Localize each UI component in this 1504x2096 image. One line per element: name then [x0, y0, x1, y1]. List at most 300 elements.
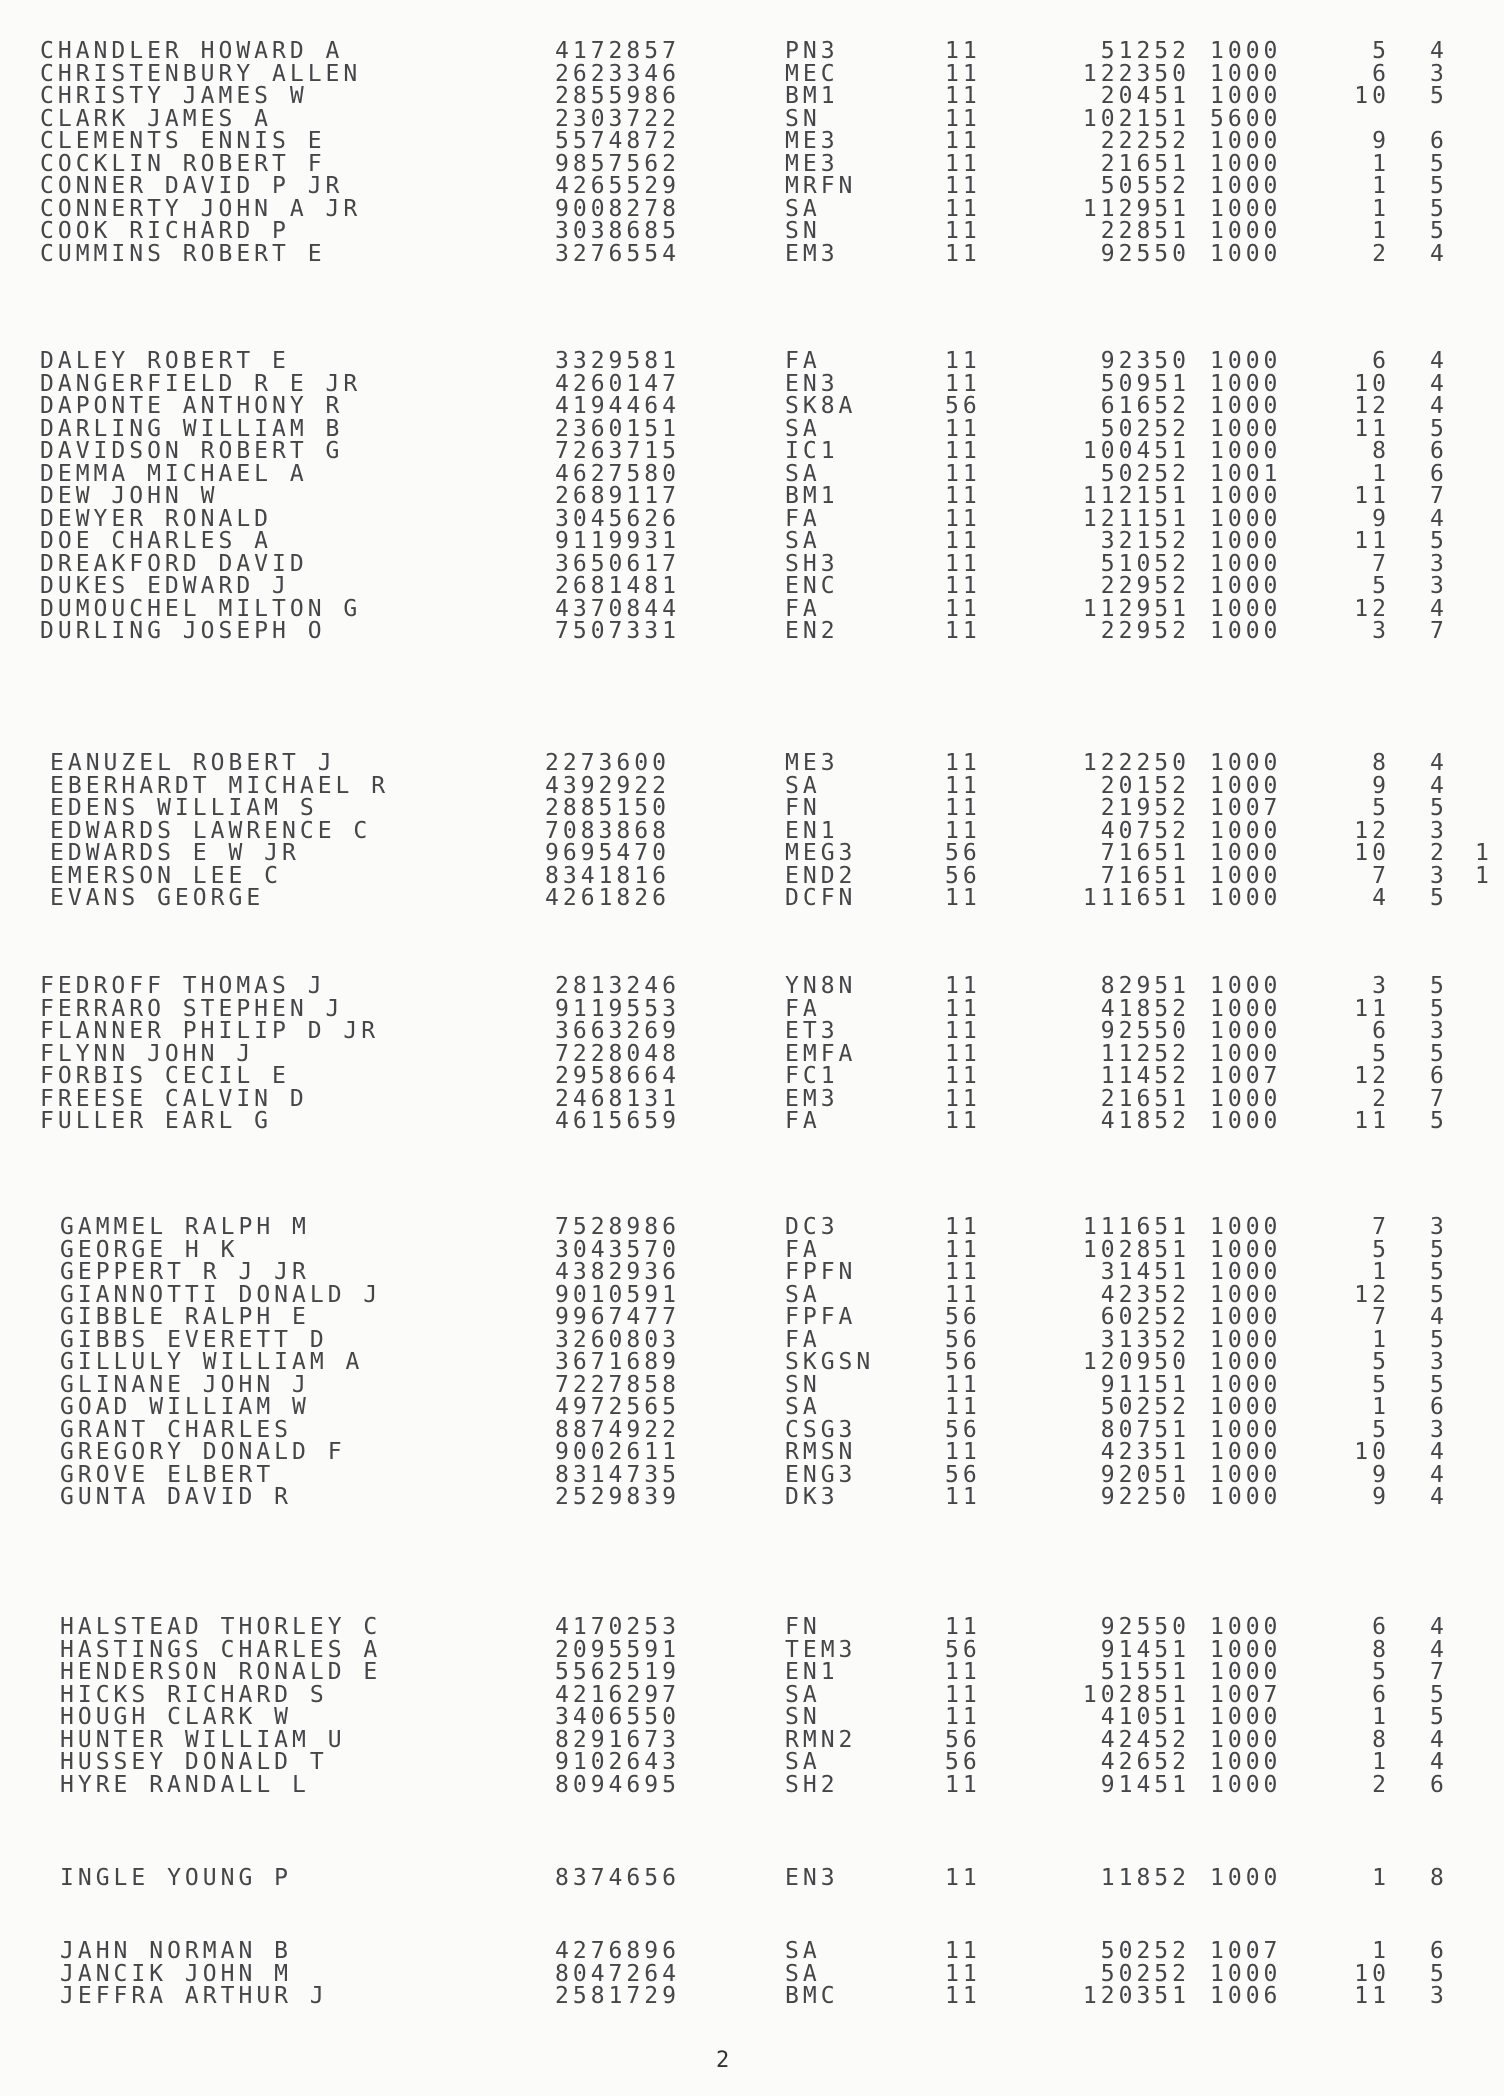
rate-code: SK8A [785, 393, 857, 419]
count-b: 5 [1430, 1681, 1448, 1708]
rate-code: DK3 [785, 1484, 839, 1510]
count-a: 7 [1372, 550, 1390, 577]
rate-code: SA [785, 415, 821, 442]
sailor-name: GIANNOTTI DONALD J [60, 1281, 382, 1308]
roster-row [0, 485, 1504, 508]
roster-row [0, 240, 1504, 267]
status-code: 1000 [1210, 415, 1282, 442]
service-number: 2885150 [545, 795, 670, 821]
roster-row [0, 1020, 1504, 1043]
roster-group-d [0, 350, 1504, 643]
rate-code: MEG3 [785, 840, 857, 866]
count-b: 4 [1430, 240, 1448, 267]
rate-code: ENC [785, 573, 839, 599]
service-number: 3671689 [555, 1349, 680, 1375]
duty-code: 11 [945, 750, 981, 776]
status-code: 1000 [1210, 1439, 1282, 1465]
service-number: 3038685 [555, 218, 680, 244]
count-b: 4 [1430, 595, 1448, 622]
duty-code: 11 [945, 1085, 981, 1112]
sailor-name: CLEMENTS ENNIS E [40, 128, 326, 154]
date-value: 112951 [1082, 195, 1190, 222]
date-value: 50252 [1100, 460, 1190, 487]
sailor-name: CHRISTY JAMES W [40, 83, 308, 109]
count-a: 3 [1372, 618, 1390, 644]
duty-code: 11 [945, 795, 981, 821]
rate-code: EN3 [785, 1865, 839, 1891]
rate-code: SA [785, 460, 821, 487]
service-number: 2681481 [555, 573, 680, 599]
count-b: 4 [1430, 750, 1448, 776]
sailor-name: GEPPERT R J JR [60, 1259, 310, 1285]
rate-code: SKGSN [785, 1349, 875, 1375]
status-code: 1000 [1210, 618, 1282, 644]
sailor-name: GIBBLE RALPH E [60, 1304, 310, 1330]
duty-code: 56 [945, 1636, 981, 1663]
duty-code: 11 [945, 1484, 981, 1510]
count-a: 7 [1372, 862, 1390, 889]
rate-code: MEC [785, 60, 839, 87]
roster-row [0, 550, 1504, 577]
roster-row [0, 1751, 1504, 1774]
service-number: 4216297 [555, 1681, 680, 1708]
duty-code: 56 [945, 1349, 981, 1375]
date-value: 60252 [1100, 1304, 1190, 1330]
count-b: 5 [1430, 1281, 1448, 1308]
count-a: 11 [1354, 528, 1390, 554]
count-a: 5 [1372, 1416, 1390, 1443]
date-value: 21651 [1100, 150, 1190, 177]
rate-code: FA [785, 1236, 821, 1263]
roster-row [0, 220, 1504, 243]
rate-code: FPFN [785, 1259, 857, 1285]
count-a: 1 [1372, 218, 1390, 244]
duty-code: 11 [945, 1394, 981, 1420]
service-number: 9695470 [545, 840, 670, 866]
count-a: 2 [1372, 1771, 1390, 1798]
count-a: 12 [1354, 817, 1390, 844]
status-code: 1000 [1210, 772, 1282, 799]
service-number: 9857562 [555, 150, 680, 177]
roster-row [0, 440, 1504, 463]
service-number: 2303722 [555, 105, 680, 132]
date-value: 21952 [1100, 795, 1190, 821]
sailor-name: GUNTA DAVID R [60, 1484, 293, 1510]
count-a: 8 [1372, 438, 1390, 464]
service-number: 2689117 [555, 483, 680, 509]
roster-row [0, 1616, 1504, 1639]
roster-row [0, 530, 1504, 553]
roster-row [0, 1085, 1504, 1112]
sailor-name: JEFFRA ARTHUR J [60, 1983, 328, 2009]
count-a: 12 [1354, 393, 1390, 419]
roster-group-c [0, 40, 1504, 265]
status-code: 1000 [1210, 1304, 1282, 1330]
sailor-name: CLARK JAMES A [40, 105, 273, 132]
rate-code: SA [785, 1681, 821, 1708]
count-b: 5 [1430, 415, 1448, 442]
sailor-name: DREAKFORD DAVID [40, 550, 308, 577]
sailor-name: DARLING WILLIAM B [40, 415, 344, 442]
roster-group-f [0, 975, 1504, 1133]
sailor-name: GRANT CHARLES [60, 1416, 293, 1443]
rate-code: FC1 [785, 1063, 839, 1089]
status-code: 1000 [1210, 840, 1282, 866]
sailor-name: FEDROFF THOMAS J [40, 973, 326, 999]
roster-row [0, 1985, 1504, 2008]
count-a: 5 [1372, 573, 1390, 599]
duty-code: 11 [945, 173, 981, 199]
status-code: 1000 [1210, 1865, 1282, 1891]
roster-row [0, 887, 1504, 910]
count-b: 7 [1430, 483, 1448, 509]
sailor-name: DAVIDSON ROBERT G [40, 438, 344, 464]
count-a: 9 [1372, 128, 1390, 154]
status-code: 1000 [1210, 240, 1282, 267]
sailor-name: DUKES EDWARD J [40, 573, 290, 599]
sailor-name: DAPONTE ANTHONY R [40, 393, 344, 419]
status-code: 1000 [1210, 195, 1282, 222]
duty-code: 11 [945, 415, 981, 442]
sailor-name: HYRE RANDALL L [60, 1771, 310, 1798]
service-number: 4972565 [555, 1394, 680, 1420]
status-code: 1000 [1210, 995, 1282, 1022]
date-value: 31352 [1100, 1326, 1190, 1353]
sailor-name: FERRARO STEPHEN J [40, 995, 344, 1022]
roster-row [0, 1960, 1504, 1987]
count-a: 1 [1372, 1394, 1390, 1420]
rate-code: SA [785, 772, 821, 799]
sailor-name: GOAD WILLIAM W [60, 1394, 310, 1420]
count-b: 4 [1430, 1484, 1448, 1510]
date-value: 42652 [1100, 1749, 1190, 1775]
date-value: 102851 [1082, 1681, 1190, 1708]
duty-code: 11 [945, 150, 981, 177]
rate-code: RMN2 [785, 1726, 857, 1753]
status-code: 1000 [1210, 1749, 1282, 1775]
service-number: 5562519 [555, 1659, 680, 1685]
roster-row [0, 460, 1504, 487]
duty-code: 11 [945, 885, 981, 911]
duty-code: 11 [945, 528, 981, 554]
status-code: 1000 [1210, 1326, 1282, 1353]
date-value: 120351 [1082, 1983, 1190, 2009]
date-value: 92550 [1100, 1018, 1190, 1044]
duty-code: 56 [945, 1726, 981, 1753]
status-code: 1000 [1210, 1416, 1282, 1443]
count-a: 6 [1372, 1681, 1390, 1708]
service-number: 8047264 [555, 1960, 680, 1987]
sailor-name: GAMMEL RALPH M [60, 1214, 310, 1240]
duty-code: 11 [945, 1018, 981, 1044]
status-code: 1000 [1210, 1214, 1282, 1240]
count-a: 11 [1354, 483, 1390, 509]
roster-row [0, 575, 1504, 598]
service-number: 9967477 [555, 1304, 680, 1330]
sailor-name: COOK RICHARD P [40, 218, 290, 244]
sailor-name: DANGERFIELD R E JR [40, 370, 362, 397]
status-code: 1000 [1210, 1085, 1282, 1112]
roster-group-h [0, 1616, 1504, 1796]
count-a: 4 [1372, 885, 1390, 911]
count-b: 5 [1430, 885, 1448, 911]
sailor-name: HALSTEAD THORLEY C [60, 1614, 382, 1640]
count-b: 4 [1430, 1461, 1448, 1488]
roster-row [0, 350, 1504, 373]
roster-row [0, 85, 1504, 108]
sailor-name: HENDERSON RONALD E [60, 1659, 382, 1685]
count-b: 4 [1430, 772, 1448, 799]
service-number: 7263715 [555, 438, 680, 464]
service-number: 3045626 [555, 505, 680, 532]
service-number: 2855986 [555, 83, 680, 109]
status-code: 1000 [1210, 348, 1282, 374]
duty-code: 11 [945, 1281, 981, 1308]
count-a: 1 [1372, 1704, 1390, 1730]
count-a: 12 [1354, 595, 1390, 622]
service-number: 2468131 [555, 1085, 680, 1112]
status-code: 1007 [1210, 1938, 1282, 1964]
date-value: 20152 [1100, 772, 1190, 799]
date-value: 121151 [1082, 505, 1190, 532]
duty-code: 11 [945, 595, 981, 622]
date-value: 102851 [1082, 1236, 1190, 1263]
date-value: 22952 [1100, 618, 1190, 644]
sailor-name: INGLE YOUNG P [60, 1865, 293, 1891]
date-value: 92550 [1100, 240, 1190, 267]
service-number: 8314735 [555, 1461, 680, 1488]
count-b: 3 [1430, 1416, 1448, 1443]
duty-code: 11 [945, 1439, 981, 1465]
count-b: 7 [1430, 1085, 1448, 1112]
count-b: 3 [1430, 573, 1448, 599]
count-a: 6 [1372, 1614, 1390, 1640]
count-a: 6 [1372, 348, 1390, 374]
rate-code: EM3 [785, 240, 839, 267]
duty-code: 11 [945, 618, 981, 644]
roster-row [0, 370, 1504, 397]
roster-row [0, 797, 1504, 820]
roster-row [0, 975, 1504, 998]
count-a: 5 [1372, 1349, 1390, 1375]
extra-mark: 1 [1475, 862, 1493, 889]
date-value: 122350 [1082, 60, 1190, 87]
count-b: 2 [1430, 840, 1448, 866]
status-code: 1000 [1210, 83, 1282, 109]
roster-row [0, 1771, 1504, 1798]
count-b: 5 [1430, 150, 1448, 177]
count-a: 1 [1372, 195, 1390, 222]
count-b: 8 [1430, 1865, 1448, 1891]
status-code: 1007 [1210, 1681, 1282, 1708]
roster-row [0, 842, 1504, 865]
rate-code: BM1 [785, 83, 839, 109]
count-a: 12 [1354, 1063, 1390, 1089]
roster-row [0, 817, 1504, 844]
rate-code: FA [785, 1326, 821, 1353]
sailor-name: FLANNER PHILIP D JR [40, 1018, 380, 1044]
count-a: 9 [1372, 1461, 1390, 1488]
service-number: 4260147 [555, 370, 680, 397]
duty-code: 11 [945, 38, 981, 64]
rate-code: EN1 [785, 817, 839, 844]
service-number: 9008278 [555, 195, 680, 222]
date-value: 71651 [1100, 840, 1190, 866]
date-value: 102151 [1082, 105, 1190, 132]
count-a: 1 [1372, 1938, 1390, 1964]
duty-code: 56 [945, 1416, 981, 1443]
service-number: 3260803 [555, 1326, 680, 1353]
count-a: 1 [1372, 460, 1390, 487]
roster-row [0, 1681, 1504, 1708]
sailor-name: GIBBS EVERETT D [60, 1326, 328, 1353]
status-code: 1001 [1210, 460, 1282, 487]
sailor-name: CUMMINS ROBERT E [40, 240, 326, 267]
count-b: 5 [1430, 1371, 1448, 1398]
sailor-name: EVANS GEORGE [50, 885, 265, 911]
status-code: 1000 [1210, 370, 1282, 397]
rate-code: ME3 [785, 150, 839, 177]
count-b: 6 [1430, 1938, 1448, 1964]
duty-code: 11 [945, 348, 981, 374]
date-value: 22851 [1100, 218, 1190, 244]
roster-row [0, 595, 1504, 622]
rate-code: SH2 [785, 1771, 839, 1798]
count-a: 5 [1372, 1040, 1390, 1067]
sailor-name: CONNER DAVID P JR [40, 173, 344, 199]
count-a: 11 [1354, 1983, 1390, 2009]
status-code: 1000 [1210, 1726, 1282, 1753]
duty-code: 11 [945, 772, 981, 799]
service-number: 7083868 [545, 817, 670, 844]
count-b: 5 [1430, 83, 1448, 109]
sailor-name: GROVE ELBERT [60, 1461, 275, 1488]
service-number: 8874922 [555, 1416, 680, 1443]
service-number: 9002611 [555, 1439, 680, 1465]
duty-code: 11 [945, 438, 981, 464]
count-a: 5 [1372, 1659, 1390, 1685]
date-value: 41852 [1100, 995, 1190, 1022]
date-value: 92250 [1100, 1484, 1190, 1510]
status-code: 1000 [1210, 1236, 1282, 1263]
count-a: 1 [1372, 1749, 1390, 1775]
service-number: 4170253 [555, 1614, 680, 1640]
date-value: 50951 [1100, 370, 1190, 397]
status-code: 1000 [1210, 128, 1282, 154]
date-value: 41051 [1100, 1704, 1190, 1730]
sailor-name: DOE CHARLES A [40, 528, 273, 554]
service-number: 8374656 [555, 1865, 680, 1891]
duty-code: 11 [945, 483, 981, 509]
rate-code: DC3 [785, 1214, 839, 1240]
status-code: 1000 [1210, 1371, 1282, 1398]
duty-code: 56 [945, 1326, 981, 1353]
status-code: 1006 [1210, 1983, 1282, 2009]
status-code: 1000 [1210, 1461, 1282, 1488]
status-code: 1000 [1210, 1281, 1282, 1308]
service-number: 4265529 [555, 173, 680, 199]
date-value: 50252 [1100, 1960, 1190, 1987]
duty-code: 11 [945, 973, 981, 999]
roster-row [0, 1236, 1504, 1263]
roster-row [0, 1065, 1504, 1088]
sailor-name: EDENS WILLIAM S [50, 795, 318, 821]
count-a: 10 [1354, 370, 1390, 397]
service-number: 2273600 [545, 750, 670, 776]
count-b: 5 [1430, 173, 1448, 199]
roster-row [0, 395, 1504, 418]
service-number: 4382936 [555, 1259, 680, 1285]
sailor-name: HICKS RICHARD S [60, 1681, 328, 1708]
count-b: 5 [1430, 1259, 1448, 1285]
status-code: 1000 [1210, 528, 1282, 554]
service-number: 2095591 [555, 1636, 680, 1663]
status-code: 1007 [1210, 1063, 1282, 1089]
roster-group-i [0, 1867, 1504, 1890]
sailor-name: FLYNN JOHN J [40, 1040, 255, 1067]
rate-code: SA [785, 528, 821, 554]
sailor-name: GREGORY DONALD F [60, 1439, 346, 1465]
count-a: 1 [1372, 1865, 1390, 1891]
service-number: 2581729 [555, 1983, 680, 2009]
service-number: 9119553 [555, 995, 680, 1022]
count-a: 1 [1372, 173, 1390, 199]
count-a: 5 [1372, 795, 1390, 821]
service-number: 7227858 [555, 1371, 680, 1398]
duty-code: 11 [945, 1259, 981, 1285]
rate-code: FPFA [785, 1304, 857, 1330]
duty-code: 11 [945, 1108, 981, 1134]
count-a: 10 [1354, 1439, 1390, 1465]
duty-code: 11 [945, 105, 981, 132]
roster-row [0, 862, 1504, 889]
count-b: 3 [1430, 1214, 1448, 1240]
status-code: 1000 [1210, 393, 1282, 419]
service-number: 3406550 [555, 1704, 680, 1730]
roster-row [0, 1706, 1504, 1729]
count-b: 5 [1430, 995, 1448, 1022]
duty-code: 11 [945, 370, 981, 397]
count-b: 5 [1430, 1960, 1448, 1987]
count-a: 6 [1372, 1018, 1390, 1044]
date-value: 40752 [1100, 817, 1190, 844]
roster-row [0, 175, 1504, 198]
count-b: 5 [1430, 1040, 1448, 1067]
roster-row [0, 1867, 1504, 1890]
status-code: 1000 [1210, 817, 1282, 844]
date-value: 92051 [1100, 1461, 1190, 1488]
count-b: 6 [1430, 438, 1448, 464]
page-number: 2 [716, 2048, 730, 2073]
count-b: 4 [1430, 1749, 1448, 1775]
count-a: 5 [1372, 38, 1390, 64]
sailor-name: GILLULY WILLIAM A [60, 1349, 364, 1375]
sailor-name: DEMMA MICHAEL A [40, 460, 308, 487]
sailor-name: DEWYER RONALD [40, 505, 273, 532]
count-b: 5 [1430, 973, 1448, 999]
date-value: 92350 [1100, 348, 1190, 374]
sailor-name: EDWARDS LAWRENCE C [50, 817, 372, 844]
roster-row [0, 40, 1504, 63]
status-code: 1000 [1210, 38, 1282, 64]
duty-code: 11 [945, 1614, 981, 1640]
date-value: 50552 [1100, 173, 1190, 199]
date-value: 92550 [1100, 1614, 1190, 1640]
roster-row [0, 1396, 1504, 1419]
service-number: 4627580 [555, 460, 680, 487]
duty-code: 11 [945, 1236, 981, 1263]
count-b: 6 [1430, 1771, 1448, 1798]
